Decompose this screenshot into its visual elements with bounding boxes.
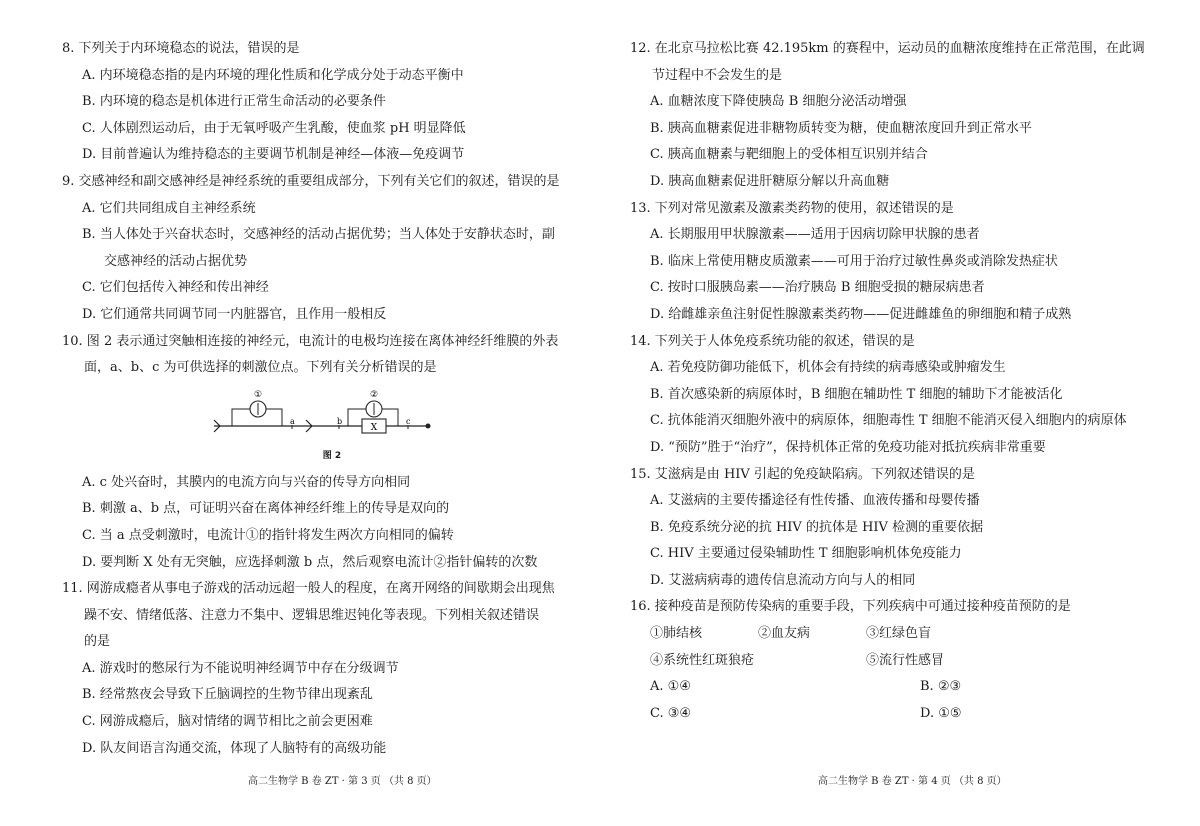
option-a: A. c 处兴奋时，其膜内的电流方向与兴奋的传导方向相同 (82, 474, 411, 490)
figure-caption: 图 2 (322, 450, 342, 461)
meter-1-wire-left (232, 409, 250, 426)
option-d: D. 要判断 X 处有无突触，应选择刺激 b 点，然后观察电流计②指针偏转的次数 (82, 554, 538, 570)
neuron-circuit-svg (210, 388, 450, 448)
option-c: C. 它们包括传入神经和传出神经 (82, 280, 269, 296)
question-15 (630, 462, 1170, 595)
page-footer-right: 高二生物学 B 卷 ZT · 第 4 页 （共 8 页） (818, 776, 1007, 787)
option-c: C. ③④ (650, 705, 692, 721)
point-c-label: c (406, 416, 411, 426)
option-d: D. 胰高血糖素促进肝糖原分解以升高血糖 (650, 173, 890, 189)
meter-2-label: ② (369, 389, 379, 400)
option-b: B. ②③ (920, 679, 962, 695)
point-b-label: b (337, 416, 343, 426)
option-b-continued: 交感神经的活动占据优势 (104, 253, 248, 269)
option-c: C. 按时口服胰岛素——治疗胰岛 B 细胞受损的糖尿病患者 (650, 280, 985, 296)
option-b: B. 内环境的稳态是机体进行正常生命活动的必要条件 (82, 94, 386, 110)
question-stem: 16. 接种疫苗是预防传染病的重要手段，下列疾病中可通过接种疫苗预防的是 (630, 599, 1071, 615)
option-d: D. “预防”胜于“治疗”，保持机体正常的免疫功能对抵抗疾病非常重要 (650, 439, 1046, 455)
option-b: B. 刺激 a、b 点，可证明兴奋在离体神经纤维上的传导是双向的 (82, 501, 450, 517)
option-b: B. 当人体处于兴奋状态时，交感神经的活动占据优势；当人体处于安静状态时，副 (82, 227, 555, 243)
disease-item: ③红绿色盲 (866, 626, 932, 642)
option-a: A. ①④ (650, 679, 691, 695)
option-b: B. 胰高血糖素促进非糖物质转变为糖，使血糖浓度回升到正常水平 (650, 120, 1032, 136)
question-stem: 11. 网游成瘾者从事电子游戏的活动远超一般人的程度，在离开网络的间歇期会出现焦 (62, 581, 555, 597)
meter-1-wire-right (266, 409, 282, 426)
question-stem: 13. 下列对常见激素及激素类药物的使用，叙述错误的是 (630, 200, 954, 216)
neuron-end-dot (426, 423, 431, 428)
question-stem: 15. 艾滋病是由 HIV 引起的免疫缺陷病。下列叙述错误的是 (630, 466, 975, 482)
option-a: A. 艾滋病的主要传播途径有性传播、血液传播和母婴传播 (650, 493, 980, 509)
question-stem-continued: 节过程中不会发生的是 (652, 67, 783, 83)
option-c: C. 人体剧烈运动后，由于无氧呼吸产生乳酸，使血浆 pH 明显降低 (82, 120, 466, 136)
page-footer-left: 高二生物学 B 卷 ZT · 第 3 页 （共 8 页） (248, 776, 437, 787)
question-stem: 12. 在北京马拉松比赛 42.195km 的赛程中，运动员的血糖浓度维持在正常范围，在此调 (630, 41, 1145, 56)
question-stem-continued: 躁不安、情绪低落、注意力不集中、逻辑思维迟钝化等表现。下列相关叙述错误 (84, 607, 540, 623)
option-d: D. 它们通常共同调节同一内脏器官，且作用一般相反 (82, 306, 387, 322)
left-column (62, 36, 602, 762)
question-16 (630, 594, 1170, 727)
options-row-2 (630, 701, 1170, 728)
option-c: C. 抗体能消灭细胞外液中的病原体，细胞毒性 T 细胞不能消灭侵入细胞内的病原体 (650, 413, 1127, 429)
disease-list-row-2 (630, 648, 1170, 675)
question-10 (62, 329, 602, 577)
figure-2-neuron-diagram (62, 386, 602, 468)
option-b: B. 经常熬夜会导致下丘脑调控的生物节律出现紊乱 (82, 687, 373, 703)
option-a: A. 长期服用甲状腺激素——适用于因病切除甲状腺的患者 (650, 227, 980, 243)
question-stem: 14. 下列关于人体免疫系统功能的叙述，错误的是 (630, 333, 915, 349)
disease-item: ⑤流行性感冒 (866, 652, 945, 668)
question-8 (62, 36, 602, 169)
option-b: B. 首次感染新的病原体时，B 细胞在辅助性 T 细胞的辅助下才能被活化 (650, 386, 1063, 402)
option-d: D. ①⑤ (920, 705, 962, 721)
point-a-label: a (290, 416, 295, 426)
option-b: B. 临床上常使用糖皮质激素——可用于治疗过敏性鼻炎或消除发热症状 (650, 253, 1058, 269)
option-c: C. HIV 主要通过侵染辅助性 T 细胞影响机体免疫能力 (650, 546, 962, 562)
option-a: A. 内环境稳态指的是内环境的理化性质和化学成分处于动态平衡中 (82, 67, 464, 83)
question-stem-continued: 面，a、b、c 为可供选择的刺激位点。下列有关分析错误的是 (84, 360, 437, 376)
option-d: D. 艾滋病病毒的遗传信息流动方向与人的相同 (650, 572, 916, 588)
disease-item: ④系统性红斑狼疮 (650, 652, 755, 668)
option-b: B. 免疫系统分泌的抗 HIV 的抗体是 HIV 检测的重要依据 (650, 519, 984, 535)
question-11 (62, 576, 602, 762)
option-c: C. 网游成瘾后，脑对情绪的调节相比之前会更困难 (82, 714, 373, 730)
option-a: A. 若免疫防御功能低下，机体会有持续的病毒感染或肿瘤发生 (650, 360, 1006, 376)
disease-item: ②血友病 (758, 626, 811, 642)
option-a: A. 游戏时的憋尿行为不能说明神经调节中存在分级调节 (82, 660, 399, 676)
option-a: A. 血糖浓度下降使胰岛 B 细胞分泌活动增强 (650, 94, 907, 110)
question-14 (630, 329, 1170, 462)
option-d: D. 给雌雄亲鱼注射促性腺激素类药物——促进雌雄鱼的卵细胞和精子成熟 (650, 306, 1072, 322)
option-d: D. 队友间语言沟通交流，体现了人脑特有的高级功能 (82, 740, 387, 756)
meter-1-label: ① (253, 389, 263, 400)
option-c: C. 胰高血糖素与靶细胞上的受体相互识别并结合 (650, 147, 928, 163)
question-stem: 10. 图 2 表示通过突触相连接的神经元，电流计的电极均连接在离体神经纤维膜的外表 (62, 333, 559, 349)
options-row-1 (630, 674, 1170, 701)
question-stem: 9. 交感神经和副交感神经是神经系统的重要组成部分，下列有关它们的叙述，错误的是 (62, 173, 560, 189)
question-13 (630, 196, 1170, 329)
question-12 (630, 36, 1170, 196)
option-c: C. 当 a 点受刺激时，电流计①的指针将发生两次方向相同的偏转 (82, 527, 454, 543)
option-d: D. 目前普遍认为维持稳态的主要调节机制是神经—体液—免疫调节 (82, 147, 465, 163)
disease-item: ①肺结核 (650, 626, 703, 642)
disease-list-row-1 (630, 621, 1170, 648)
question-9 (62, 169, 602, 329)
question-stem-continued-2: 的是 (84, 634, 111, 650)
box-x-label: X (370, 422, 378, 433)
question-stem: 8. 下列关于内环境稳态的说法，错误的是 (62, 41, 300, 56)
option-a: A. 它们共同组成自主神经系统 (82, 200, 256, 216)
right-column (630, 36, 1170, 727)
